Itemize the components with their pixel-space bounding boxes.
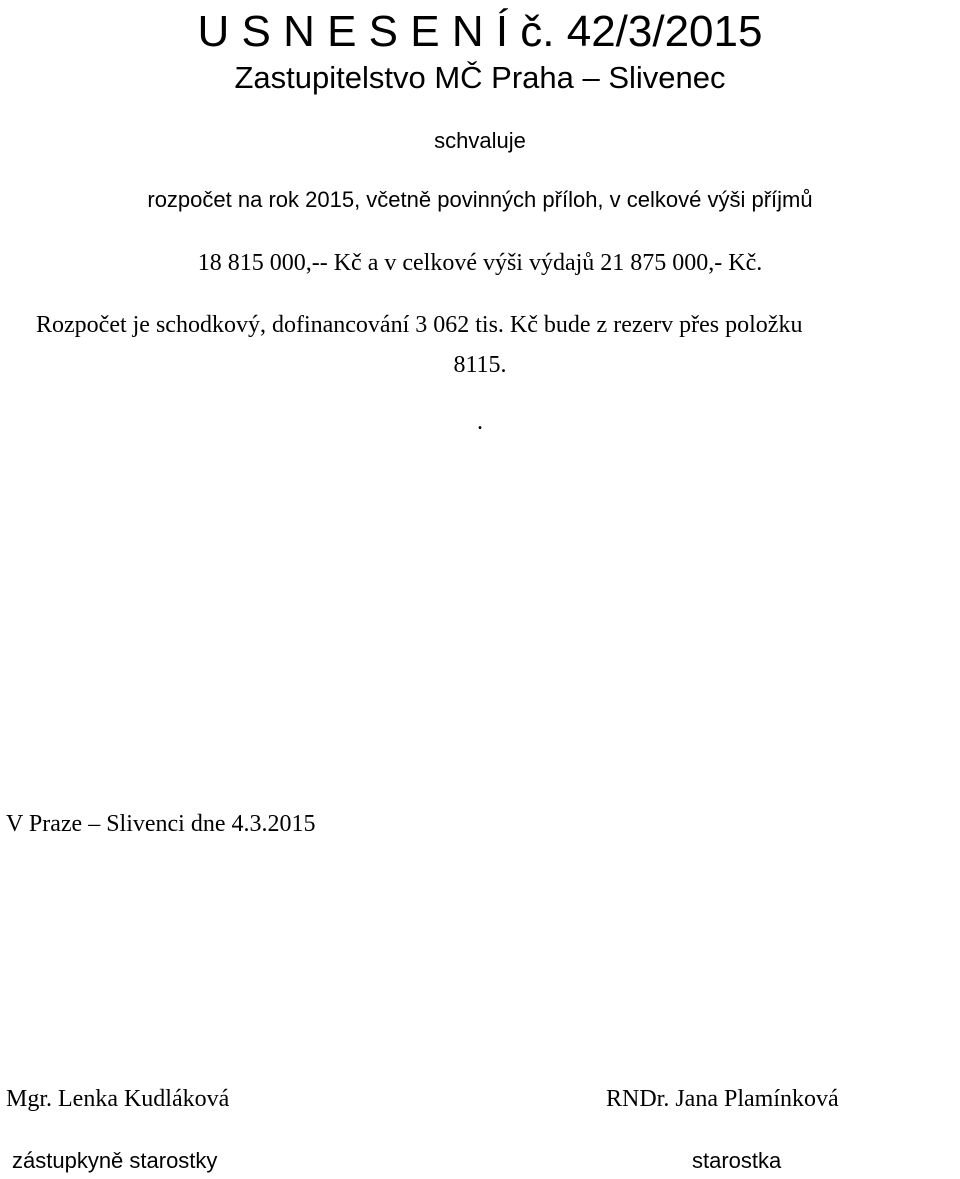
deficit-item-number: 8115. xyxy=(453,352,507,378)
deficit-statement: Rozpočet je schodkový, dofinancování 3 062 tis. Kč bude z rezerv přes položku xyxy=(36,312,803,338)
stray-dot: . xyxy=(477,409,483,435)
place-and-date: V Praze – Slivenci dne 4.3.2015 xyxy=(6,811,316,837)
budget-description: rozpočet na rok 2015, včetně povinných příloh, v celkové výši příjmů xyxy=(147,187,813,212)
council-name: Zastupitelstvo MČ Praha – Slivenec xyxy=(234,60,726,95)
signatory-name-right: RNDr. Jana Plamínková xyxy=(606,1086,839,1112)
signatory-role-right: starostka xyxy=(692,1148,782,1173)
budget-amounts: 18 815 000,-- Kč a v celkové výši výdajů 21 875 000,- Kč. xyxy=(197,250,763,276)
resolution-title: U S N E S E N Í č. 42/3/2015 xyxy=(197,7,763,56)
signatory-role-left: zástupkyně starostky xyxy=(12,1148,218,1173)
signatory-name-left: Mgr. Lenka Kudláková xyxy=(6,1086,230,1112)
resolution-verb: schvaluje xyxy=(434,128,526,153)
